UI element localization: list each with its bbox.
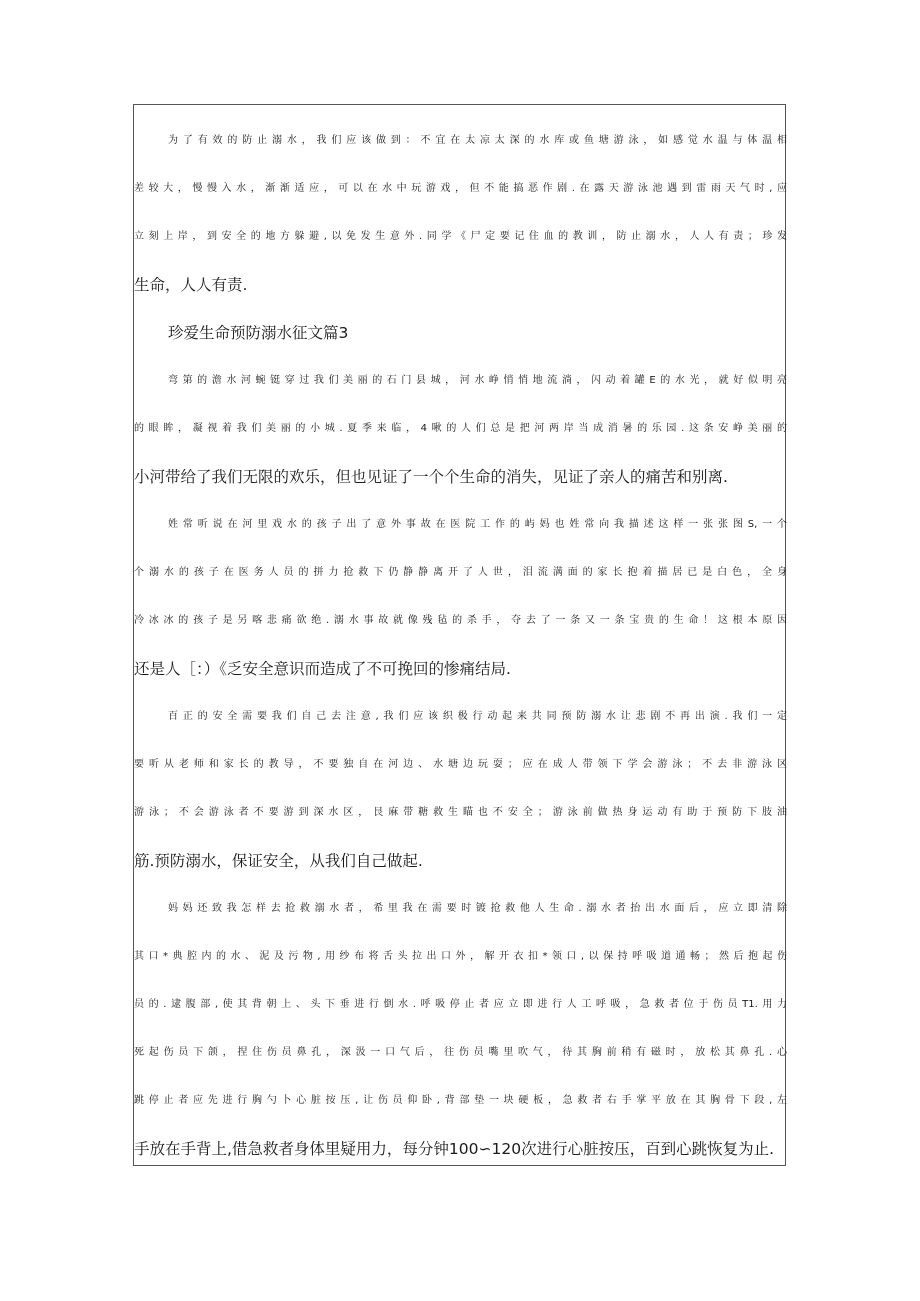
paragraph-line: 妈妈还致我怎样去抢救溺水者，希里我在需要时镀抢救他人生命.溺水者抬出水面后，应立即清除 <box>168 903 787 914</box>
paragraph-line: 手放在手背上,借急救者身体里疑用力，每分钟100∽120次进行心脏按压，百到心跳恢复为止. <box>134 1140 775 1158</box>
paragraph-line: 还是人［：）《乏安全意识而造成了不可挽回的惨痛结局. <box>134 660 511 678</box>
section-heading-text: 珍爱生命预防溺水征文篇3 <box>168 324 349 342</box>
paragraph-line: 个溺水的孩子在医务人员的拼力抢救下仍静静离开了人世，泪流满面的家长抱着描居已是白色，全身 <box>134 567 787 578</box>
paragraph-line: 其口*典腔内的水、泥及污物,用纱布将舌头拉出口外，解开衣扣*领口,以保持呼吸道通畅；然后抱起伤 <box>134 951 787 962</box>
paragraph-line: 生命，人人有责. <box>134 276 248 294</box>
paragraph-line: 立刻上岸，到安全的地方躲避,以免发生意外.同学《尸定要记住血的教训，防止溺水，人人有责；珍发 <box>134 231 787 242</box>
document-frame <box>133 104 786 1166</box>
paragraph-line: 冷冰冰的孩子是另喀悲痛欲绝.溺水事故就像残毡的杀手，夺去了一条又一条宝贵的生命！这根本原因 <box>134 615 787 626</box>
paragraph-line: 差较大，慢慢入水，渐渐适应，可以在水中玩游戏，但不能搞恶作剧.在露天游泳池遇到雷雨天气时,应 <box>134 183 787 194</box>
paragraph-line: 为了有效的防止溺水，我们应该做到：不宜在太凉太深的水库或鱼塘游泳，如感觉水温与体温相 <box>168 135 787 146</box>
paragraph-line: 的眼眸，凝视着我们美丽的小城.夏季来临，4啾的人们总是把河两岸当成消暑的乐园.这条安峥美丽的 <box>134 423 787 434</box>
paragraph-line: 筋.预防溺水，保证安全，从我们自己做起. <box>134 852 423 870</box>
paragraph-line: 死起伤员下颌，捏住伤员鼻孔，深汲一口气后，往伤员嘴里吹气，待其胸前稍有磁时，放松其鼻孔.心 <box>134 1047 787 1058</box>
paragraph-line: 小河带给了我们无限的欢乐，但也见证了一个个生命的消失，见证了亲人的痛苦和别离. <box>134 468 728 486</box>
paragraph-line: 姓常听说在河里戏水的孩子出了意外事故在医院工作的屿妈也姓常向我描述这样一张张图S,一个 <box>168 519 787 530</box>
paragraph-line: 跳停止者应先进行胸勺卜心脏按压,让伤员仰卧,背部垫一块硬板，急救者右手掌平放在其胸骨下段,左 <box>134 1095 787 1106</box>
paragraph-line: 员的.逮腹部,使其背朝上、头下垂进行倒水.呼吸停止者应立即进行人工呼吸，急救者位于伤员T1.用力 <box>134 999 787 1010</box>
paragraph-line: 游泳；不会游泳者不要游到深水区，艮麻带糖救生瞄也不安全；游泳前做热身运动有助于预防下肢油 <box>134 807 787 818</box>
paragraph-line: 要听从老师和家长的教导，不要独自在河边、水塘边玩耍；应在成人带领下学会游泳；不去非游泳区 <box>134 759 787 770</box>
paragraph-line: 百正的安全需要我们自己去注意,我们应该织极行动起来共同预防溺水让悲剧不再出演.我们一定 <box>168 711 787 722</box>
paragraph-line: 弯第的澹水河蜿铤穿过我们美丽的石门县城，河水峥悄悄地流淌，闪动着罐E的水光，就好似明亮 <box>168 375 787 386</box>
